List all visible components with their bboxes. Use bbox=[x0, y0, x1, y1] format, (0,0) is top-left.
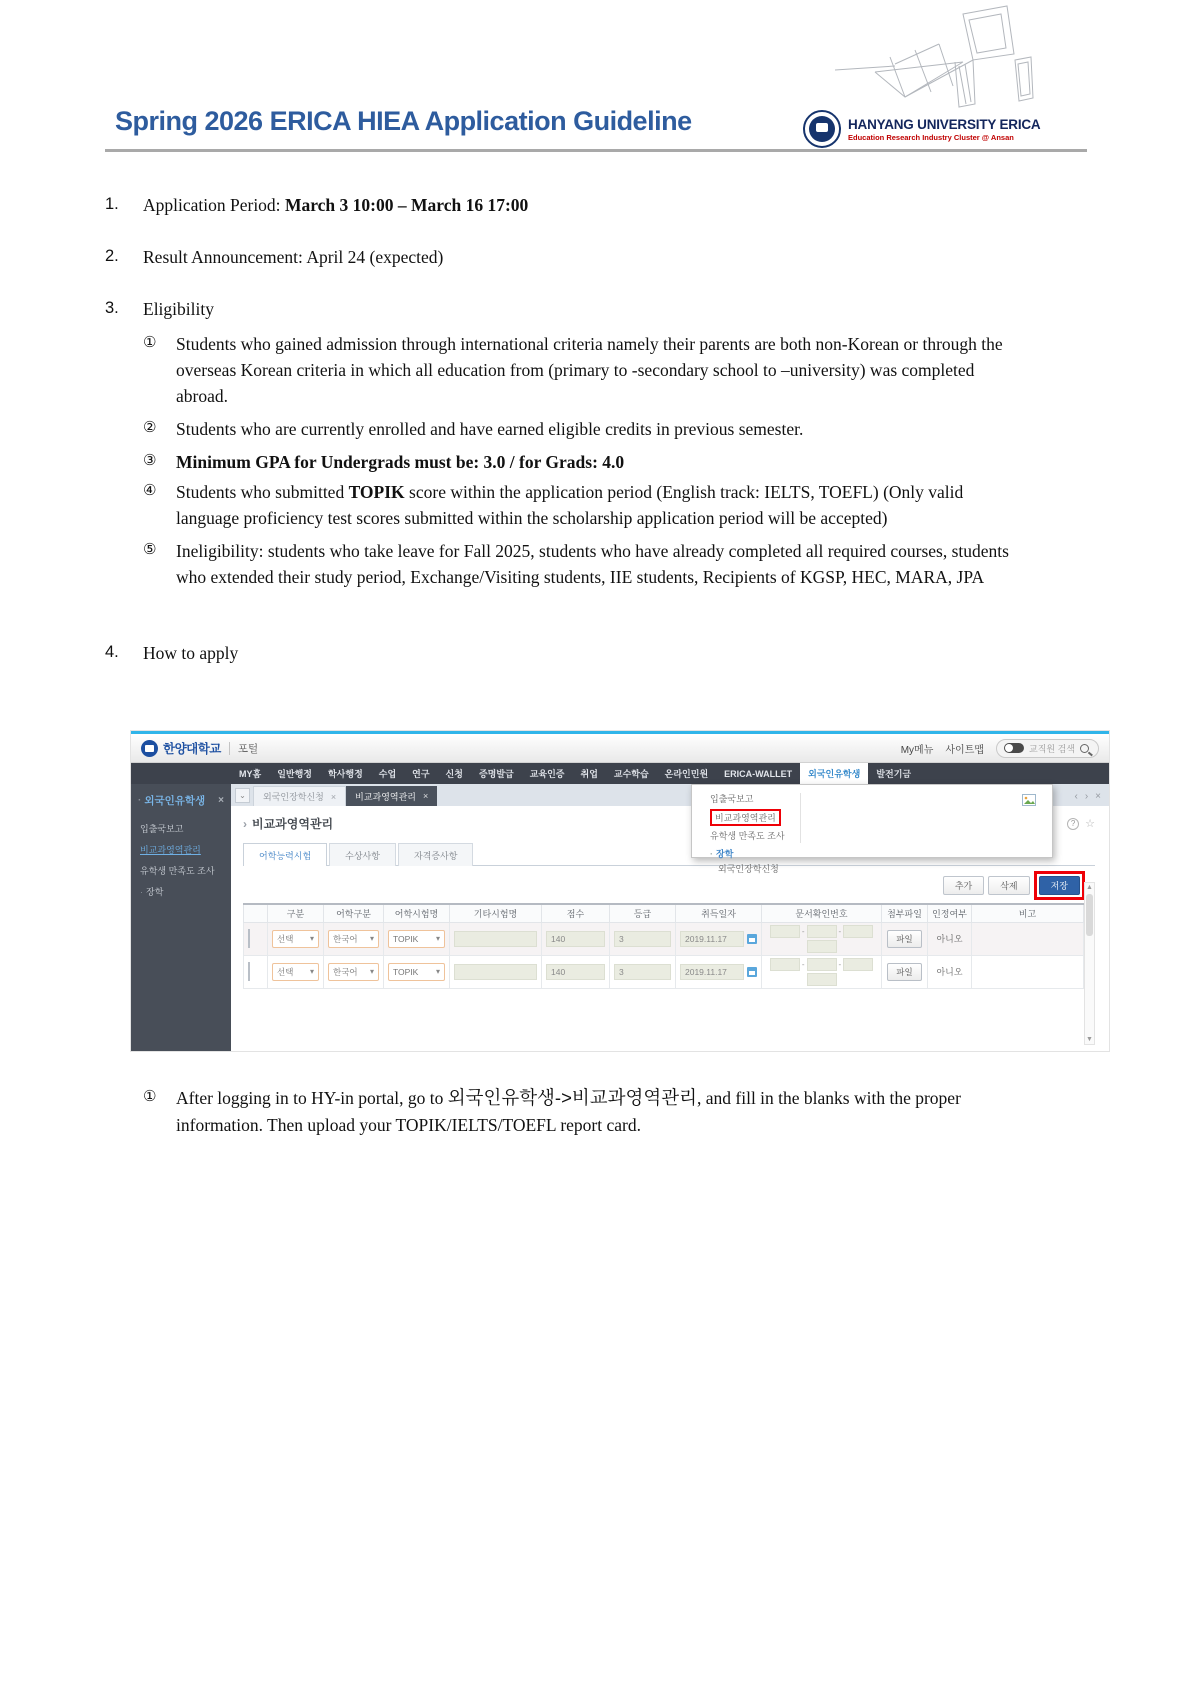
eligibility-item-5 bbox=[143, 538, 1015, 590]
table-row bbox=[244, 955, 1084, 988]
other-test-input[interactable] bbox=[454, 931, 537, 947]
date-input[interactable]: 2019.11.17 bbox=[680, 964, 744, 980]
menu-item-extracurricular-mgmt-highlighted[interactable]: 비교과영역관리 bbox=[710, 809, 781, 826]
col-test-name: 어학시험명 bbox=[384, 904, 450, 922]
col-score: 점수 bbox=[542, 904, 610, 922]
subtab-language-test[interactable]: 어학능력시험 bbox=[243, 843, 327, 866]
list-item-eligibility bbox=[105, 299, 214, 320]
next-tab-icon[interactable]: › bbox=[1084, 791, 1089, 802]
tab-label: 외국인장학신청 bbox=[263, 792, 324, 802]
approved-value: 아니오 bbox=[936, 967, 963, 977]
doc-number-inputs[interactable]: - - bbox=[766, 958, 877, 986]
nav-item-application[interactable]: 신청 bbox=[445, 769, 463, 779]
note-cell bbox=[972, 955, 1084, 988]
search-icon[interactable] bbox=[1080, 744, 1089, 753]
foreign-students-dropdown-menu bbox=[691, 784, 1053, 874]
nav-item-edu-certification[interactable]: 교육인증 bbox=[529, 769, 565, 779]
menu-section-scholarship bbox=[710, 847, 1052, 860]
nav-item-development-fund[interactable]: 발전기금 bbox=[876, 769, 912, 779]
close-icon[interactable]: × bbox=[422, 791, 429, 801]
grade-input[interactable]: 3 bbox=[614, 931, 671, 947]
hanyang-logo-text: 한양대학교 bbox=[163, 742, 221, 756]
result-announcement-text: Result Announcement: April 24 (expected) bbox=[143, 247, 444, 267]
prev-tab-icon[interactable]: ‹ bbox=[1074, 791, 1078, 802]
scrollbar-thumb[interactable] bbox=[1086, 894, 1093, 936]
list-number: 2. bbox=[105, 247, 119, 265]
favorite-star-icon[interactable]: ☆ bbox=[1085, 818, 1095, 830]
mymenu-link[interactable]: My메뉴 bbox=[900, 744, 934, 756]
menu-item-satisfaction-survey[interactable]: 유학생 만족도 조사 bbox=[710, 831, 785, 841]
date-input[interactable]: 2019.11.17 bbox=[680, 931, 744, 947]
calendar-icon[interactable] bbox=[747, 967, 757, 977]
list-item-application-period bbox=[105, 195, 528, 216]
select-arrow-icon: ▾ bbox=[309, 934, 314, 943]
eligibility-item-1 bbox=[143, 331, 1015, 409]
file-button[interactable]: 파일 bbox=[887, 963, 921, 981]
col-grade: 등급 bbox=[610, 904, 676, 922]
sidebar-item-scholarship[interactable] bbox=[131, 881, 231, 902]
eligibility-text-4-bold: TOPIK bbox=[348, 482, 405, 502]
how-to-apply-heading: How to apply bbox=[143, 643, 239, 663]
eligibility-item-4 bbox=[143, 479, 1015, 531]
application-period-dates: March 3 10:00 – March 16 17:00 bbox=[284, 195, 529, 215]
select-arrow-icon: ▾ bbox=[435, 967, 440, 976]
col-approved: 인정여부 bbox=[928, 904, 972, 922]
breadcrumb-caret-icon: › bbox=[243, 816, 247, 831]
image-placeholder-icon bbox=[1022, 794, 1036, 806]
caption-post-text: , and fill in the blanks with the proper information. Then upload your TOPIK/IELTS/TOEFL report card. bbox=[176, 1088, 961, 1135]
circled-number-icon: ③ bbox=[143, 451, 157, 469]
nav-item-research[interactable]: 연구 bbox=[412, 769, 430, 779]
col-language-type: 어학구분 bbox=[324, 904, 384, 922]
row-checkbox[interactable] bbox=[248, 962, 250, 981]
eligibility-text-2: Students who are currently enrolled and have earned eligible credits in previous semester. bbox=[176, 419, 804, 439]
nav-item-teaching-learning[interactable]: 교수학습 bbox=[613, 769, 649, 779]
note-cell bbox=[972, 922, 1084, 955]
col-acquired-date: 취득일자 bbox=[676, 904, 762, 922]
eligibility-text-1: Students who gained admission through international criteria namely their parents are both non-Korean or through the overseas Korean criteria in which all education from (primary to -secondary school to –university) was completed abroad. bbox=[176, 334, 1003, 406]
doc-number-inputs[interactable]: - - bbox=[766, 925, 877, 953]
select-value: TOPIK bbox=[393, 966, 419, 977]
portal-sidebar bbox=[131, 784, 231, 1051]
tab-scroll-controls bbox=[1074, 791, 1109, 806]
university-logo bbox=[803, 110, 1041, 148]
staff-search-box[interactable] bbox=[996, 739, 1099, 758]
building-sketch-graphic bbox=[835, 2, 1035, 124]
nav-item-employment[interactable]: 취업 bbox=[580, 769, 598, 779]
sidebar-item-satisfaction-survey[interactable]: 유학생 만족도 조사 bbox=[140, 866, 215, 876]
how-to-apply-step-1 bbox=[143, 1084, 1043, 1139]
application-period-label: Application Period: bbox=[143, 195, 285, 215]
category-select[interactable] bbox=[272, 930, 319, 948]
tab-label: 비교과영역관리 bbox=[355, 791, 416, 802]
col-other-test: 기타시험명 bbox=[450, 904, 542, 922]
sidebar-item-scholarship-label: 장학 bbox=[146, 887, 164, 897]
portal-screenshot bbox=[130, 730, 1110, 1052]
sidebar-item-entry-exit-report[interactable]: 입출국보고 bbox=[140, 824, 184, 834]
select-arrow-icon: ▾ bbox=[435, 934, 440, 943]
caption-pre-text: After logging in to HY-in portal, go to bbox=[176, 1088, 448, 1108]
circled-number-icon: ④ bbox=[143, 481, 157, 499]
vertical-scrollbar[interactable] bbox=[1084, 882, 1095, 1045]
test-select[interactable] bbox=[388, 963, 445, 981]
eligibility-text-4-post: score within the application period (English track: IELTS, TOEFL) (Only valid language proficiency test scores submitted within the scholarship application period will be accepted) bbox=[176, 482, 964, 528]
nav-item-certificates[interactable]: 증명발급 bbox=[478, 769, 514, 779]
select-arrow-icon: ▾ bbox=[369, 967, 374, 976]
sidebar-title bbox=[131, 784, 231, 818]
portal-label: 포털 bbox=[237, 742, 259, 755]
page-title: Spring 2026 ERICA HIEA Application Guideline bbox=[115, 106, 692, 136]
eligibility-text-4-pre: Students who submitted bbox=[176, 482, 349, 502]
sidebar-title-text: 외국인유학생 bbox=[144, 795, 206, 807]
bullet-icon: · bbox=[138, 795, 142, 806]
header-checkbox bbox=[244, 904, 268, 922]
menu-item-entry-exit-report[interactable]: 입출국보고 bbox=[710, 794, 754, 804]
tab-dropdown-button[interactable] bbox=[235, 788, 250, 803]
logo-name: HANYANG UNIVERSITY ERICA bbox=[848, 116, 1041, 132]
logo-subtitle: Education Research Industry Cluster @ Ansan bbox=[848, 132, 1014, 142]
col-category: 구분 bbox=[268, 904, 324, 922]
list-number: 1. bbox=[105, 195, 119, 213]
language-test-table bbox=[243, 903, 1084, 989]
caption-menu-path: 외국인유학생->비교과영역관리 bbox=[447, 1087, 697, 1108]
list-number: 3. bbox=[105, 299, 119, 317]
select-value: 한국어 bbox=[333, 966, 358, 977]
category-select[interactable] bbox=[272, 963, 319, 981]
close-icon[interactable]: × bbox=[330, 791, 337, 802]
list-item-how-to-apply bbox=[105, 643, 238, 664]
circled-number-icon: ② bbox=[143, 418, 157, 436]
portal-main-nav bbox=[131, 763, 1109, 784]
eligibility-heading: Eligibility bbox=[143, 299, 214, 319]
scroll-down-icon[interactable]: ▼ bbox=[1086, 1036, 1093, 1043]
menu-section-label: 장학 bbox=[716, 849, 734, 859]
bullet-icon: · bbox=[710, 849, 713, 859]
nav-item-myhome[interactable]: MY홈 bbox=[239, 769, 262, 779]
header-divider bbox=[105, 149, 1087, 152]
circled-number-icon: ⑤ bbox=[143, 540, 157, 558]
table-header-row bbox=[244, 904, 1084, 922]
delete-button[interactable]: 삭제 bbox=[988, 876, 1029, 895]
approved-value: 아니오 bbox=[936, 934, 963, 944]
list-item-result-announcement bbox=[105, 247, 443, 268]
col-note: 비고 bbox=[972, 904, 1084, 922]
score-input[interactable]: 140 bbox=[546, 964, 605, 980]
row-checkbox[interactable] bbox=[248, 929, 250, 948]
calendar-icon[interactable] bbox=[747, 934, 757, 944]
subtab-certificates[interactable]: 자격증사항 bbox=[398, 843, 473, 866]
eligibility-text-3: Minimum GPA for Undergrads must be: 3.0 / for Grads: 4.0 bbox=[176, 452, 625, 472]
circled-number-icon: ① bbox=[143, 333, 157, 351]
select-arrow-icon: ▾ bbox=[369, 934, 374, 943]
nav-item-foreign-students[interactable]: 외국인유학생 bbox=[800, 763, 868, 784]
table-row bbox=[244, 922, 1084, 955]
circled-number-icon: ① bbox=[143, 1087, 157, 1105]
score-input[interactable]: 140 bbox=[546, 931, 605, 947]
subtab-awards[interactable]: 수상사항 bbox=[329, 843, 396, 866]
save-button[interactable]: 저장 bbox=[1039, 876, 1080, 895]
bullet-icon: · bbox=[140, 887, 143, 897]
nav-item-academic-admin[interactable]: 학사행정 bbox=[327, 769, 363, 779]
table-action-buttons bbox=[231, 871, 1085, 900]
university-emblem-icon bbox=[803, 110, 841, 148]
test-select[interactable] bbox=[388, 930, 445, 948]
nav-item-erica-wallet[interactable]: ERICA-WALLET bbox=[724, 768, 793, 779]
eligibility-item-3 bbox=[143, 449, 1015, 475]
select-value: 선택 bbox=[277, 966, 294, 977]
hanyang-logo-icon bbox=[141, 740, 158, 757]
sidebar-item-extracurricular-mgmt[interactable]: 비교과영역관리 bbox=[140, 845, 201, 855]
eligibility-list bbox=[143, 331, 1015, 597]
language-select[interactable] bbox=[328, 930, 379, 948]
chevron-down-icon: ⌄ bbox=[239, 791, 246, 800]
nav-item-general-admin[interactable]: 일반행정 bbox=[277, 769, 312, 779]
select-value: TOPIK bbox=[393, 933, 419, 944]
close-all-icon[interactable]: × bbox=[1095, 791, 1101, 802]
grade-input[interactable]: 3 bbox=[614, 964, 671, 980]
close-icon[interactable]: × bbox=[218, 795, 224, 806]
save-annotation-box bbox=[1034, 871, 1085, 900]
add-button[interactable]: 추가 bbox=[943, 876, 984, 895]
search-toggle-label: 교직원 검색 bbox=[1029, 743, 1075, 754]
nav-item-class[interactable]: 수업 bbox=[378, 769, 397, 779]
sitemap-link[interactable]: 사이트맵 bbox=[945, 744, 985, 756]
tab-extracurricular-mgmt[interactable] bbox=[346, 786, 437, 806]
language-select[interactable] bbox=[328, 963, 379, 981]
list-number: 4. bbox=[105, 643, 119, 661]
col-doc-number: 문서확인번호 bbox=[762, 904, 882, 922]
select-value: 선택 bbox=[277, 933, 294, 944]
menu-item-foreign-scholarship-apply[interactable]: 외국인장학신청 bbox=[718, 864, 779, 874]
scroll-up-icon[interactable]: ▲ bbox=[1086, 884, 1093, 891]
content-page-title: 비교과영역관리 bbox=[252, 817, 334, 831]
col-attachment: 첨부파일 bbox=[882, 904, 928, 922]
eligibility-item-2 bbox=[143, 416, 1015, 442]
file-button[interactable]: 파일 bbox=[887, 930, 921, 948]
select-value: 한국어 bbox=[333, 933, 358, 944]
help-icon[interactable]: ? bbox=[1067, 818, 1079, 830]
other-test-input[interactable] bbox=[454, 964, 537, 980]
topbar-divider bbox=[229, 742, 230, 755]
nav-item-online-services[interactable]: 온라인민원 bbox=[664, 769, 709, 779]
search-toggle[interactable] bbox=[1004, 743, 1024, 753]
tab-foreign-scholarship[interactable] bbox=[253, 786, 346, 806]
menu-panel-divider bbox=[800, 793, 801, 843]
select-arrow-icon: ▾ bbox=[309, 967, 314, 976]
portal-topbar bbox=[131, 734, 1109, 763]
eligibility-text-5: Ineligibility: students who take leave for Fall 2025, students who have already completed all required courses, students who extended their study period, Exchange/Visiting students, IIE students, Recipients of KGSP, HEC, MARA, JPA bbox=[176, 541, 1009, 587]
